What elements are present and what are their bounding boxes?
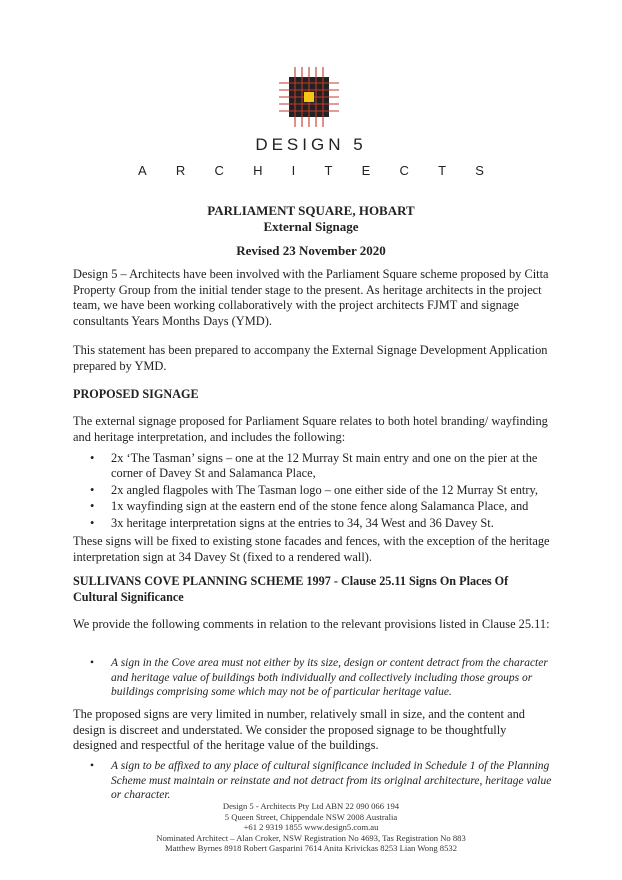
bullet-icon: • bbox=[90, 657, 95, 669]
brand-name: DESIGN 5 bbox=[255, 135, 367, 154]
scheme-quote-1 bbox=[73, 656, 553, 700]
brand-letter: T bbox=[438, 163, 447, 178]
brand-letter: E bbox=[361, 163, 371, 178]
brand-letter: T bbox=[324, 163, 333, 178]
list-item bbox=[73, 499, 553, 514]
scheme-quote-2 bbox=[73, 759, 553, 803]
document-title: PARLIAMENT SQUARE, HOBART bbox=[207, 203, 415, 218]
bullet-icon: • bbox=[90, 451, 95, 465]
proposed-paragraph-2: These signs will be fixed to existing stone facades and fences, with the exception of the heritage interpretation sign at 34 Davey St (fixed to a rendered wall). bbox=[73, 534, 550, 564]
bullet-icon: • bbox=[90, 499, 95, 514]
list-item bbox=[73, 451, 553, 481]
page-footer bbox=[0, 801, 622, 854]
list-item-text: 1x wayfinding sign at the eastern end of the stone fence along Salamanca Place, and bbox=[111, 499, 529, 514]
brand-letter: I bbox=[291, 163, 296, 178]
proposed-signage-list bbox=[73, 451, 553, 533]
list-item bbox=[73, 483, 553, 498]
logo-center-square bbox=[304, 92, 314, 102]
brand-letter: S bbox=[475, 163, 484, 178]
brand-letter: C bbox=[399, 163, 409, 178]
list-item-text: 2x ‘The Tasman’ signs – one at the 12 Murray St main entry and one on the pier at the corner of Davey St and Salamanca Place, bbox=[111, 451, 538, 481]
list-item-text: 3x heritage interpretation signs at the entries to 34, 34 West and 36 Davey St. bbox=[111, 515, 494, 530]
footer-company: Design 5 - Architects Pty Ltd ABN 22 090 066 194 bbox=[222, 801, 400, 811]
intro-paragraph-1: Design 5 – Architects have been involved with the Parliament Square scheme proposed by Citta Property Group from the initial tender stage to the present. As heritage architects in the project team, we have been working collaboratively with the project architects FJMT and signage consultants Years Months Days (YMD). bbox=[73, 267, 549, 328]
bullet-icon: • bbox=[90, 482, 95, 497]
scheme-quote-1-text: A sign in the Cove area must not either by its size, design or content detract from the character and heritage value of buildings both individually and collectively including those groups or buildings comprising some which may not be of particular heritage value. bbox=[111, 657, 548, 698]
scheme-paragraph-1: We provide the following comments in relation to the relevant provisions listed in Clause 25.11: bbox=[73, 617, 550, 631]
section-heading-planning-scheme: SULLIVANS COVE PLANNING SCHEME 1997 - Clause 25.11 Signs On Places Of Cultural Significance bbox=[73, 574, 509, 604]
document-subtitle: External Signage bbox=[263, 219, 359, 234]
footer-contact: +61 2 9319 1855 www.design5.com.au bbox=[243, 822, 379, 833]
design5-logo bbox=[279, 67, 339, 127]
brand-letter: R bbox=[175, 163, 186, 178]
scheme-quote-2-text: A sign to be affixed to any place of cultural significance included in Schedule 1 of the Planning Scheme must maintain or reinstate and not detract from its original architecture, heritage value or character. bbox=[111, 760, 552, 801]
brand-subtitle bbox=[138, 163, 484, 178]
intro-paragraph-2: This statement has been prepared to accompany the External Signage Development Application prepared by YMD. bbox=[73, 343, 548, 373]
list-item-text: 2x angled flagpoles with The Tasman logo – one either side of the 12 Murray St entry, bbox=[111, 482, 538, 497]
brand-letter: A bbox=[138, 163, 147, 178]
footer-address: 5 Queen Street, Chippendale NSW 2008 Australia bbox=[224, 811, 398, 822]
scheme-paragraph-2: The proposed signs are very limited in number, relatively small in size, and the content and design is discreet and understated. We consider the proposed signage to be thoughtfully designed and respectful of the heritage value of the buildings. bbox=[73, 707, 525, 752]
bullet-icon: • bbox=[90, 515, 95, 530]
brand-letter: H bbox=[253, 163, 263, 178]
list-item bbox=[73, 516, 553, 531]
revision-date: Revised 23 November 2020 bbox=[236, 243, 386, 258]
footer-architects: Matthew Byrnes 8918 Robert Gasparini 7614 Anita Krivickas 8253 Lian Wong 8532 bbox=[164, 843, 457, 854]
section-heading-proposed-signage: PROPOSED SIGNAGE bbox=[73, 387, 199, 401]
brand-letter: C bbox=[214, 163, 224, 178]
proposed-paragraph-1: The external signage proposed for Parliament Square relates to both hotel branding/ wayfinding and heritage interpretation, and includes the following: bbox=[73, 414, 548, 444]
footer-nominated-architect: Nominated Architect – Alan Croker, NSW Registration No 4693, Tas Registration No 883 bbox=[156, 832, 466, 843]
bullet-icon: • bbox=[90, 760, 95, 772]
